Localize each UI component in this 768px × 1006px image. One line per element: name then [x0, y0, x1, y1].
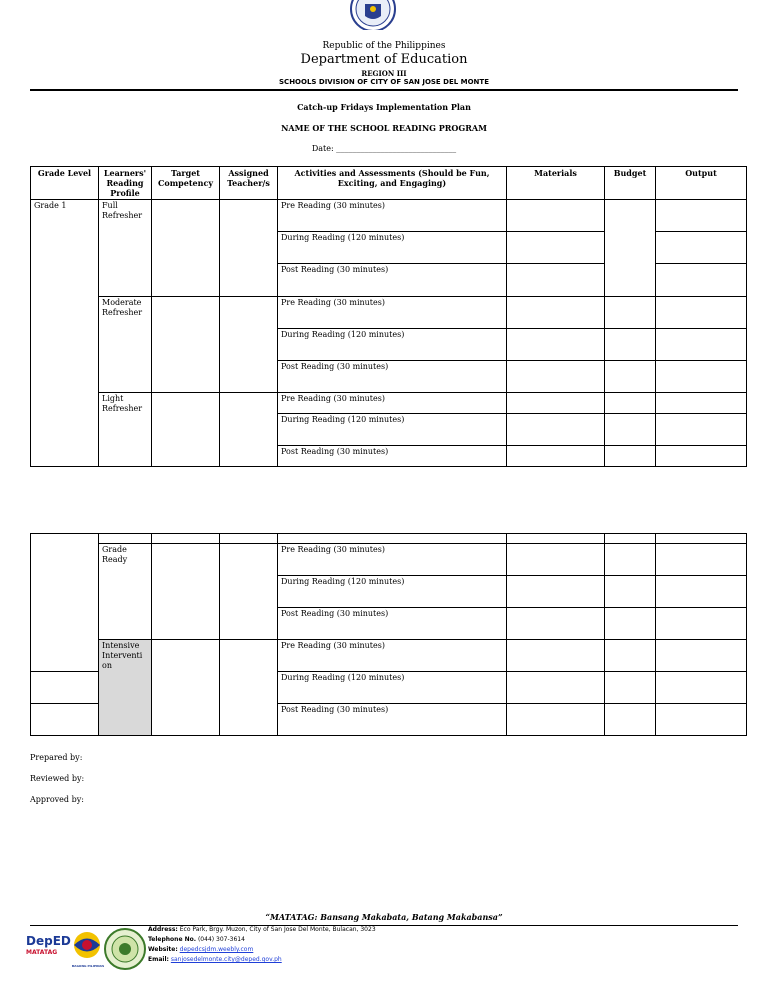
- activity-post-reading: Post Reading (30 minutes): [278, 361, 507, 393]
- output-cell[interactable]: [656, 393, 747, 414]
- table-row: [31, 544, 747, 576]
- materials-cell[interactable]: [507, 446, 605, 467]
- table-row: [31, 297, 747, 329]
- telephone-value: (044) 307-3614: [197, 936, 245, 943]
- implementation-plan-table: [30, 166, 747, 467]
- output-cell[interactable]: [656, 232, 747, 264]
- program-name: NAME OF THE SCHOOL READING PROGRAM: [281, 123, 487, 133]
- output-cell[interactable]: [656, 361, 747, 393]
- header-target-competency: Target Competency: [152, 167, 220, 200]
- materials-cell[interactable]: [507, 544, 605, 576]
- deped-seal-logo: [350, 0, 396, 30]
- activity-during-reading: During Reading (120 minutes): [278, 576, 507, 608]
- grade-level-cell[interactable]: [31, 672, 99, 704]
- budget-cell[interactable]: [605, 414, 656, 446]
- grade-level-cell[interactable]: [31, 534, 99, 672]
- division-seal-logo: [104, 928, 146, 970]
- materials-cell[interactable]: [507, 361, 605, 393]
- materials-cell[interactable]: [507, 672, 605, 704]
- approved-by-label: Approved by:: [30, 795, 84, 804]
- activity-post-reading: Post Reading (30 minutes): [278, 608, 507, 640]
- header-budget: Budget: [605, 167, 656, 200]
- date-line: Date: ______________________________: [311, 144, 457, 153]
- activity-pre-reading: Pre Reading (30 minutes): [278, 544, 507, 576]
- header-output: Output: [656, 167, 747, 200]
- budget-cell[interactable]: [605, 704, 656, 736]
- output-cell[interactable]: [656, 446, 747, 467]
- materials-cell[interactable]: [507, 640, 605, 672]
- activity-pre-reading: Pre Reading (30 minutes): [278, 200, 507, 232]
- teacher-cell[interactable]: [220, 544, 278, 640]
- profile-moderate-refresher: Moderate Refresher: [99, 297, 152, 393]
- header-divider: [30, 89, 738, 91]
- table-row: [31, 200, 747, 232]
- department-title: Department of Education: [300, 52, 468, 67]
- header-materials: Materials: [507, 167, 605, 200]
- activity-during-reading: During Reading (120 minutes): [278, 414, 507, 446]
- header-reading-profile: Learners' Reading Profile: [99, 167, 152, 200]
- activity-during-reading: During Reading (120 minutes): [278, 329, 507, 361]
- profile-full-refresher: Full Refresher: [99, 200, 152, 297]
- reviewed-by-label: Reviewed by:: [30, 774, 85, 783]
- output-cell[interactable]: [656, 544, 747, 576]
- teacher-cell[interactable]: [220, 640, 278, 736]
- output-cell[interactable]: [656, 414, 747, 446]
- budget-cell[interactable]: [605, 672, 656, 704]
- profile-light-refresher: Light Refresher: [99, 393, 152, 467]
- table-row: [31, 534, 747, 544]
- budget-cell[interactable]: [605, 608, 656, 640]
- activity-pre-reading: Pre Reading (30 minutes): [278, 297, 507, 329]
- grade-level-cell[interactable]: [31, 704, 99, 736]
- republic-text: Republic of the Philippines: [322, 41, 446, 51]
- budget-cell[interactable]: [605, 544, 656, 576]
- activity-pre-reading: Pre Reading (30 minutes): [278, 640, 507, 672]
- bagong-pilipinas-text: BAGONG PILIPINAS: [71, 964, 105, 968]
- footer-website: Website: depedcsjdm.weebly.com: [148, 946, 254, 953]
- budget-cell[interactable]: [605, 297, 656, 329]
- materials-cell[interactable]: [507, 576, 605, 608]
- output-cell[interactable]: [656, 704, 747, 736]
- profile-grade-ready: Grade Ready: [99, 544, 152, 640]
- materials-cell[interactable]: [507, 264, 605, 297]
- competency-cell[interactable]: [152, 640, 220, 736]
- table-row: [31, 640, 747, 672]
- budget-cell[interactable]: [605, 393, 656, 414]
- bagong-pilipinas-logo: [70, 930, 106, 970]
- matatag-logo-text: MATATAG: [26, 949, 58, 956]
- output-cell[interactable]: [656, 297, 747, 329]
- footer-telephone: Telephone No. (044) 307-3614: [148, 936, 245, 943]
- budget-cell[interactable]: [605, 200, 656, 297]
- table-row: [31, 393, 747, 414]
- competency-cell[interactable]: [152, 534, 220, 544]
- teacher-cell[interactable]: [220, 200, 278, 297]
- materials-cell[interactable]: [507, 329, 605, 361]
- materials-cell[interactable]: [507, 608, 605, 640]
- materials-cell[interactable]: [507, 414, 605, 446]
- output-cell[interactable]: [656, 200, 747, 232]
- activity-pre-reading: Pre Reading (30 minutes): [278, 393, 507, 414]
- address-value: Eco Park, Brgy. Muzon, City of San Jose Del Monte, Bulacan, 3023: [179, 926, 376, 933]
- activity-during-reading: During Reading (120 minutes): [278, 672, 507, 704]
- motto-text: “MATATAG: Bansang Makabata, Batang Makabansa”: [265, 912, 503, 922]
- bagong-pilipinas-icon: [70, 930, 104, 960]
- output-cell[interactable]: [656, 329, 747, 361]
- output-cell[interactable]: [656, 576, 747, 608]
- header-grade-level: Grade Level: [31, 167, 99, 200]
- budget-cell[interactable]: [605, 576, 656, 608]
- deped-matatag-logo: [26, 934, 71, 968]
- output-cell[interactable]: [656, 534, 747, 544]
- output-cell[interactable]: [656, 608, 747, 640]
- footer-email: Email: sanjosedelmonte.city@deped.gov.ph: [148, 956, 282, 963]
- activity-during-reading: During Reading (120 minutes): [278, 232, 507, 264]
- materials-cell[interactable]: [507, 393, 605, 414]
- table-header-row: [31, 167, 747, 200]
- implementation-plan-table-continued: [30, 533, 747, 736]
- teacher-cell[interactable]: [220, 393, 278, 467]
- activity-cell[interactable]: [278, 534, 507, 544]
- materials-cell[interactable]: [507, 232, 605, 264]
- output-cell[interactable]: [656, 640, 747, 672]
- materials-cell[interactable]: [507, 704, 605, 736]
- output-cell[interactable]: [656, 264, 747, 297]
- output-cell[interactable]: [656, 672, 747, 704]
- materials-cell[interactable]: [507, 200, 605, 232]
- profile-cell[interactable]: [99, 534, 152, 544]
- profile-intensive-intervention: Intensive Interventi on: [99, 640, 152, 736]
- budget-cell[interactable]: [605, 329, 656, 361]
- website-link[interactable]: depedcsjdm.weebly.com: [179, 946, 254, 953]
- competency-cell[interactable]: [152, 200, 220, 297]
- email-link[interactable]: sanjosedelmonte.city@deped.gov.ph: [170, 956, 282, 963]
- budget-cell[interactable]: [605, 446, 656, 467]
- footer-divider: [30, 925, 738, 926]
- materials-cell[interactable]: [507, 297, 605, 329]
- competency-cell[interactable]: [152, 544, 220, 640]
- division-text: SCHOOLS DIVISION OF CITY OF SAN JOSE DEL MONTE: [279, 78, 489, 86]
- deped-logo-text: DepED: [26, 934, 71, 948]
- budget-cell[interactable]: [605, 640, 656, 672]
- header-assigned-teacher: Assigned Teacher/s: [220, 167, 278, 200]
- footer-address: Address: Eco Park, Brgy. Muzon, City of San Jose Del Monte, Bulacan, 3023: [148, 926, 376, 933]
- prepared-by-label: Prepared by:: [30, 753, 83, 762]
- budget-cell[interactable]: [605, 534, 656, 544]
- budget-cell[interactable]: [605, 361, 656, 393]
- activity-post-reading: Post Reading (30 minutes): [278, 264, 507, 297]
- header-activities: Activities and Assessments (Should be Fun, Exciting, and Engaging): [278, 167, 507, 200]
- activity-post-reading: Post Reading (30 minutes): [278, 446, 507, 467]
- competency-cell[interactable]: [152, 393, 220, 467]
- activity-post-reading: Post Reading (30 minutes): [278, 704, 507, 736]
- teacher-cell[interactable]: [220, 297, 278, 393]
- region-text: REGION III: [361, 69, 407, 78]
- teacher-cell[interactable]: [220, 534, 278, 544]
- document-title: Catch-up Fridays Implementation Plan: [297, 102, 471, 112]
- materials-cell[interactable]: [507, 534, 605, 544]
- grade-level-cell: Grade 1: [31, 200, 99, 467]
- competency-cell[interactable]: [152, 297, 220, 393]
